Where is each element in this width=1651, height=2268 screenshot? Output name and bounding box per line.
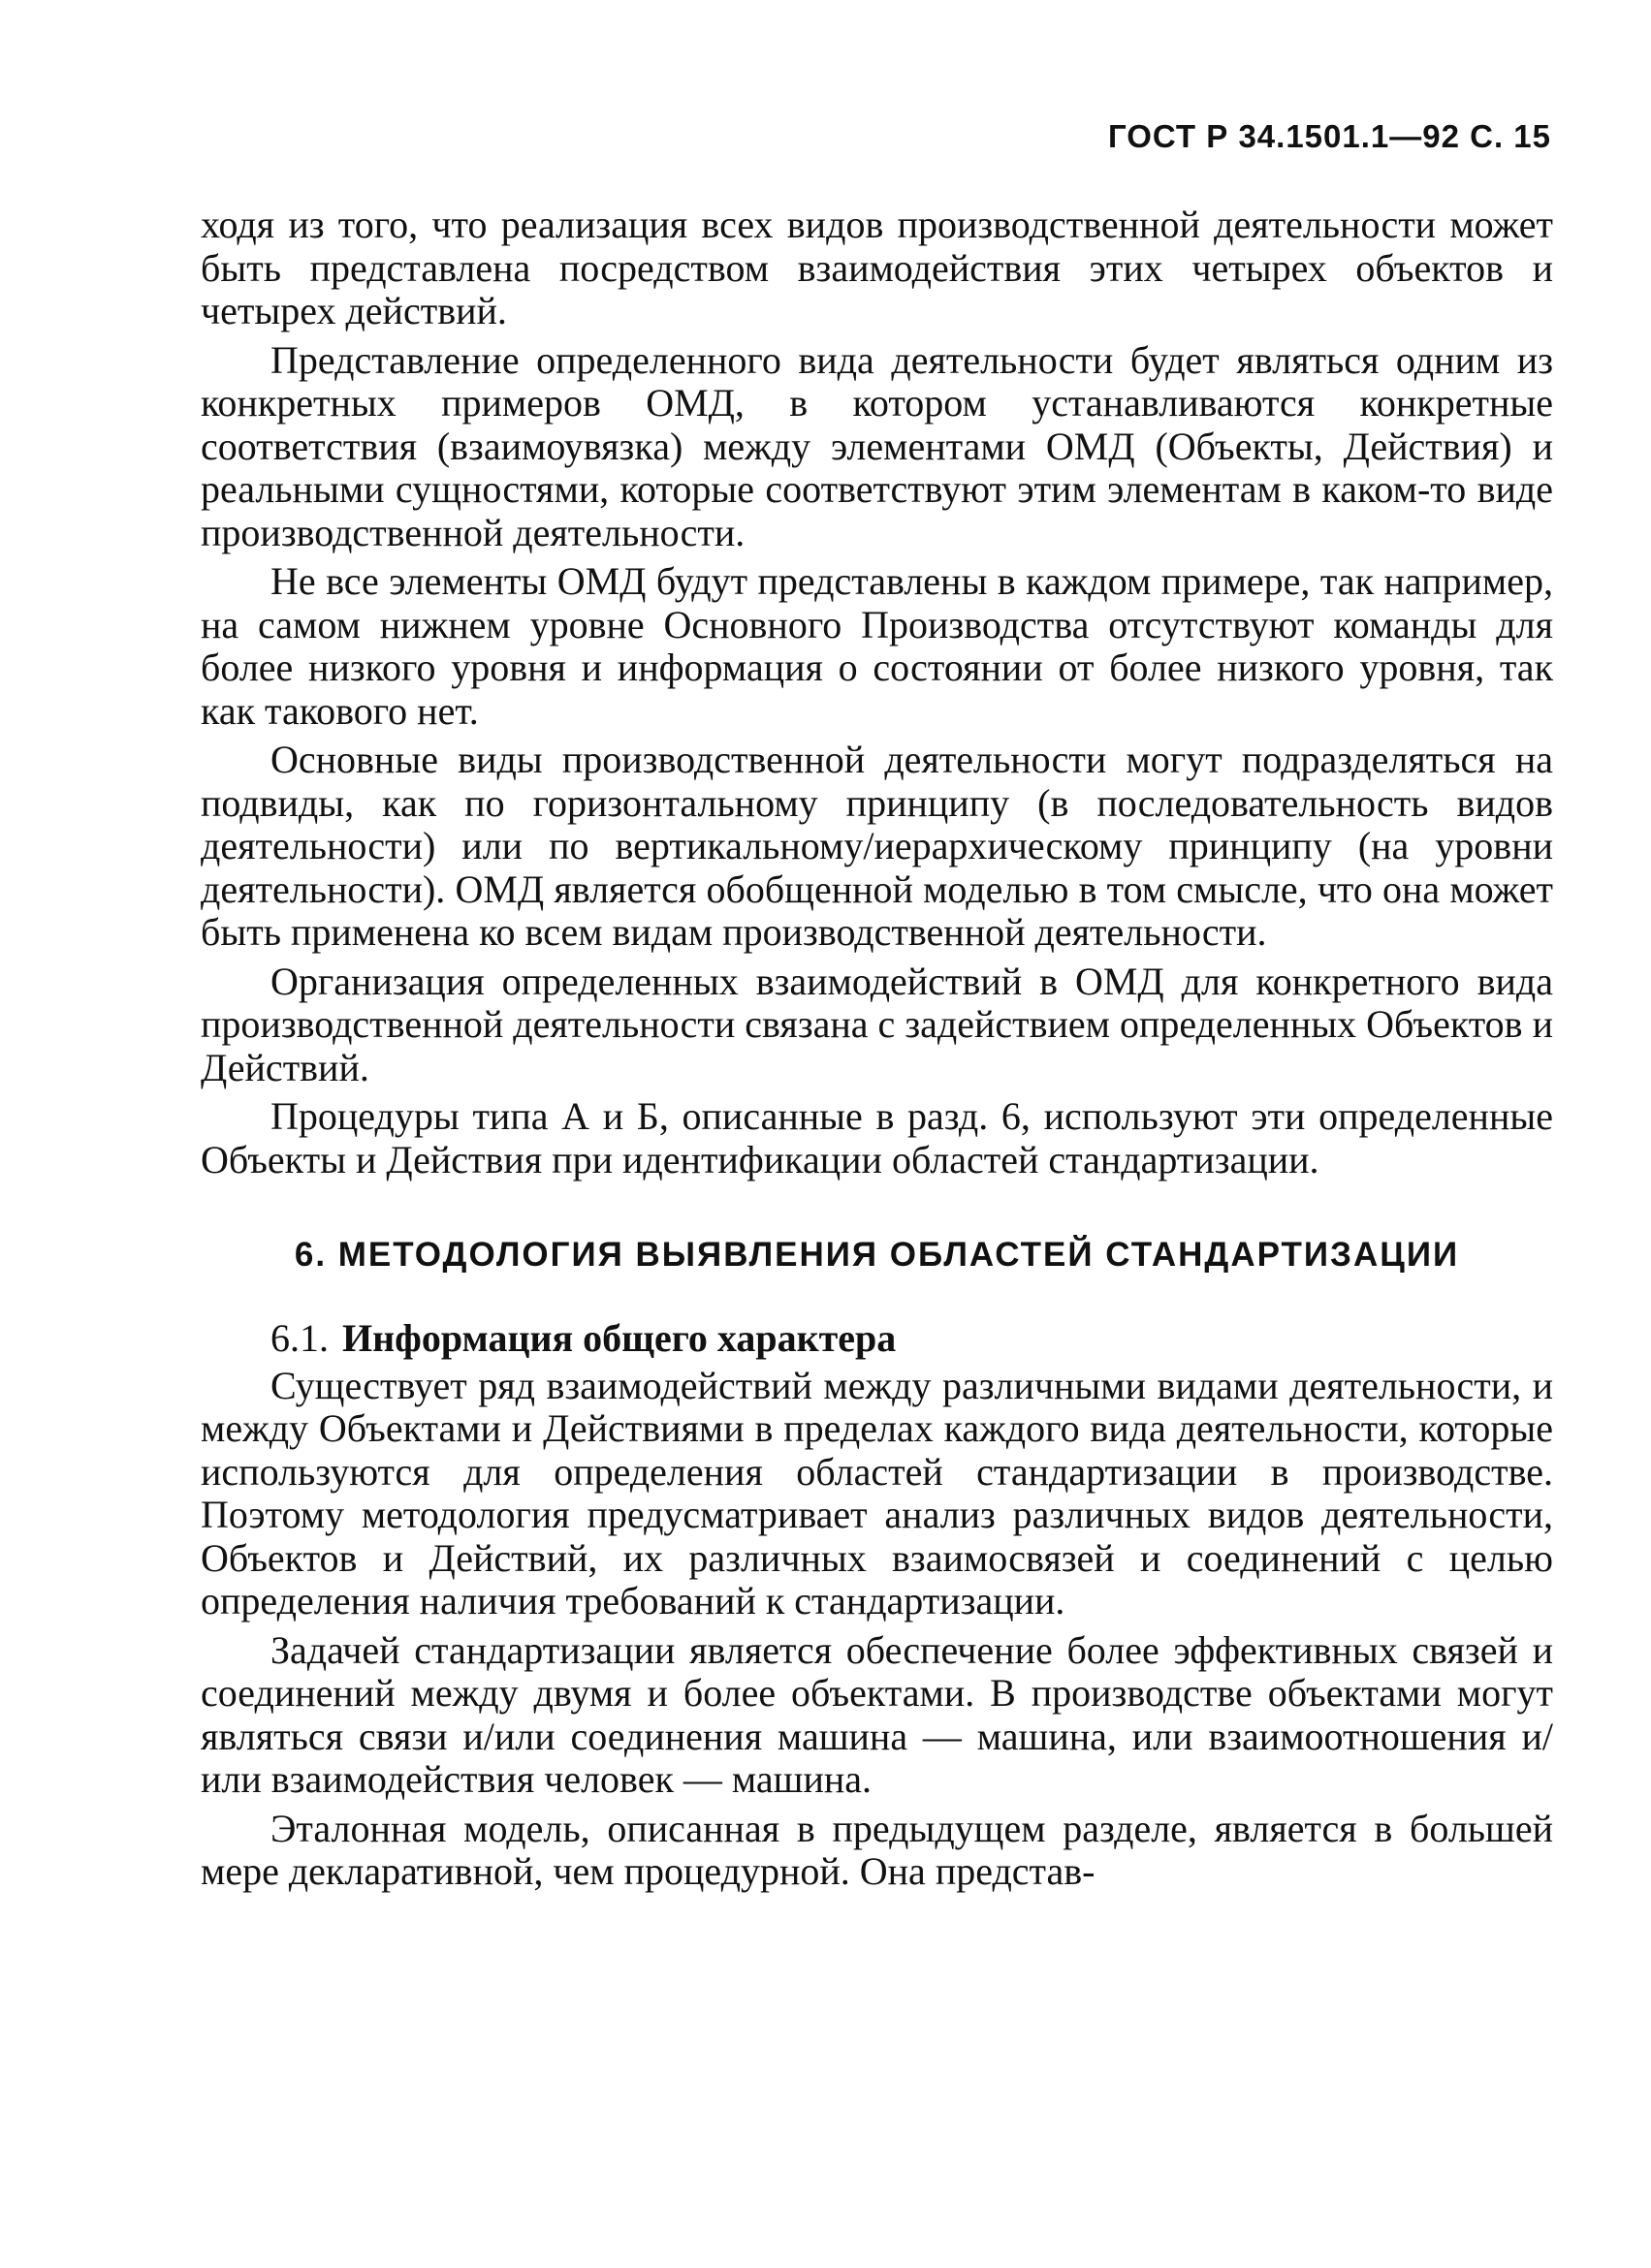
paragraph: Существует ряд взаимодействий между различными видами деятельности, и между Объектами и Действиями в пределах каждого вида деятельности, которые используются для определения областей стандартизации в производстве. Поэтому методология предусматривает анализ различных видов деятельности, Объектов и Действий, их различных взаимосвязей и соединений с целью определения наличия требований к стандартизации. [201, 1363, 1553, 1622]
paragraph: Не все элементы ОМД будут представлены в каждом примере, так например, на самом нижнем уровне Основного Производства отсутствуют команды для более низкого уровня и информация о состоянии от более низкого уровня, так как такового нет. [201, 559, 1553, 733]
subsection-title: Информация общего характера [342, 1316, 897, 1360]
subsection-number: 6.1. [270, 1316, 329, 1360]
body-text [201, 204, 1553, 1900]
page-header: ГОСТ Р 34.1501.1—92 С. 15 [1107, 118, 1551, 154]
subsection-heading [201, 1317, 1553, 1361]
paragraph-continuation: ходя из того, что реализация всех видов производственной деятельности может быть представлена посредством взаимодействия этих четырех объектов и четырех действий. [201, 203, 1553, 332]
paragraph: Задачей стандартизации является обеспечение более эффективных связей и соединений между двумя и более объектами. В производстве объектами могут являться связи и/или соединения машина — машина, или взаимоотношения и/или взаимодействия человек — машина. [201, 1627, 1553, 1801]
paragraph: Организация определенных взаимодействий в ОМД для конкретного вида производственной деятельности связана с задействием определенных Объектов и Действий. [201, 959, 1553, 1089]
paragraph: Основные виды производственной деятельности могут подразделяться на подвиды, как по горизонтальному принципу (в последовательность видов деятельности) или по вертикальному/иерархическому принципу (на уровни деятельности). ОМД является обобщенной моделью в том смысле, что она может быть применена ко всем видам производственной деятельности. [201, 738, 1553, 954]
section-heading: 6. МЕТОДОЛОГИЯ ВЫЯВЛЕНИЯ ОБЛАСТЕЙ СТАНДАРТИЗАЦИИ [294, 1236, 1460, 1274]
paragraph: Эталонная модель, описанная в предыдущем разделе, является в большей мере декларативной, чем процедурной. Она представ- [201, 1806, 1553, 1893]
paragraph: Представление определенного вида деятельности будет являться одним из конкретных примеров ОМД, в котором устанавливаются конкретные соответствия (взаимоувязка) между элементами ОМД (Объекты, Действия) и реальными сущностями, которые соответствуют этим элементам в каком-то виде производственной деятельности. [201, 337, 1553, 554]
paragraph: Процедуры типа А и Б, описанные в разд. 6, используют эти определенные Объекты и Действия при идентификации областей стандартизации. [201, 1094, 1553, 1181]
